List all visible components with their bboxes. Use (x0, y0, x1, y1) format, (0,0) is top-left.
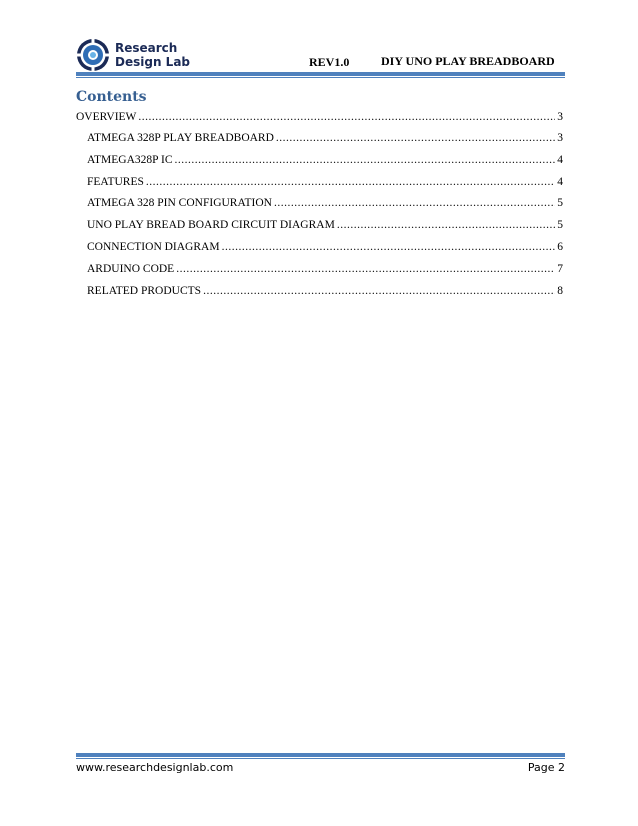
toc-leader (176, 262, 555, 276)
footer-website-link[interactable]: www.researchdesignlab.com (76, 761, 234, 774)
toc-heading: Contents (76, 89, 147, 105)
toc-entry-page: 3 (557, 132, 563, 144)
toc-leader (274, 196, 555, 210)
revision-label: REV1.0 (309, 55, 350, 69)
document-title: DIY UNO PLAY BREADBOARD (381, 54, 555, 68)
footer-page-number: Page 2 (527, 761, 565, 774)
footer-rule (76, 753, 565, 757)
toc-entry-page: 6 (557, 241, 563, 253)
toc-entry-label: ATMEGA 328 PIN CONFIGURATION (87, 197, 272, 209)
toc-leader (175, 153, 556, 167)
toc-leader (337, 218, 555, 232)
toc-entry-label: ATMEGA328P IC (87, 154, 173, 166)
toc-entry-label: OVERVIEW (76, 111, 137, 123)
toc-entry-label: CONNECTION DIAGRAM (87, 241, 220, 253)
header-rule-thin (76, 77, 565, 78)
logo-line-1: Research (115, 41, 178, 55)
logo-line-2: Design Lab (115, 55, 190, 69)
toc-entry-page: 5 (557, 197, 563, 209)
toc-leader (203, 284, 555, 298)
toc-entry-label: UNO PLAY BREAD BOARD CIRCUIT DIAGRAM (87, 219, 335, 231)
toc-entry-page: 7 (557, 263, 563, 275)
toc-entry-label: RELATED PRODUCTS (87, 285, 202, 297)
toc-leader (146, 175, 555, 189)
toc-entry-label: ARDUINO CODE (87, 263, 175, 275)
toc-entry-pin-configuration[interactable] (87, 196, 563, 210)
toc-entry-label: ATMEGA 328P PLAY BREADBOARD (87, 132, 274, 144)
toc-entry-circuit-diagram[interactable] (87, 218, 563, 232)
header-rule (76, 72, 565, 76)
logo-emblem-icon (76, 38, 110, 72)
footer-rule-thin (76, 758, 565, 759)
toc-entry-related-products[interactable] (87, 284, 563, 298)
toc-entry-atmega328p-ic[interactable] (87, 153, 563, 167)
toc-entry-page: 8 (557, 285, 563, 297)
toc-entry-arduino-code[interactable] (87, 262, 563, 276)
toc-entry-page: 5 (557, 219, 563, 231)
company-logo (76, 38, 190, 76)
toc-entry-label: FEATURES (87, 176, 144, 188)
toc-entry-features[interactable] (87, 175, 563, 189)
toc-entry-page: 3 (557, 111, 563, 123)
toc-entry-atmega-328p-play-breadboard[interactable] (87, 131, 563, 145)
toc-entry-page: 4 (557, 154, 563, 166)
toc-leader (276, 131, 555, 145)
toc-leader (222, 240, 556, 254)
toc-leader (138, 110, 555, 124)
toc-entry-overview[interactable] (76, 110, 563, 124)
logo-text (115, 41, 190, 69)
toc-entry-page: 4 (557, 176, 563, 188)
toc-entry-connection-diagram[interactable] (87, 240, 563, 254)
